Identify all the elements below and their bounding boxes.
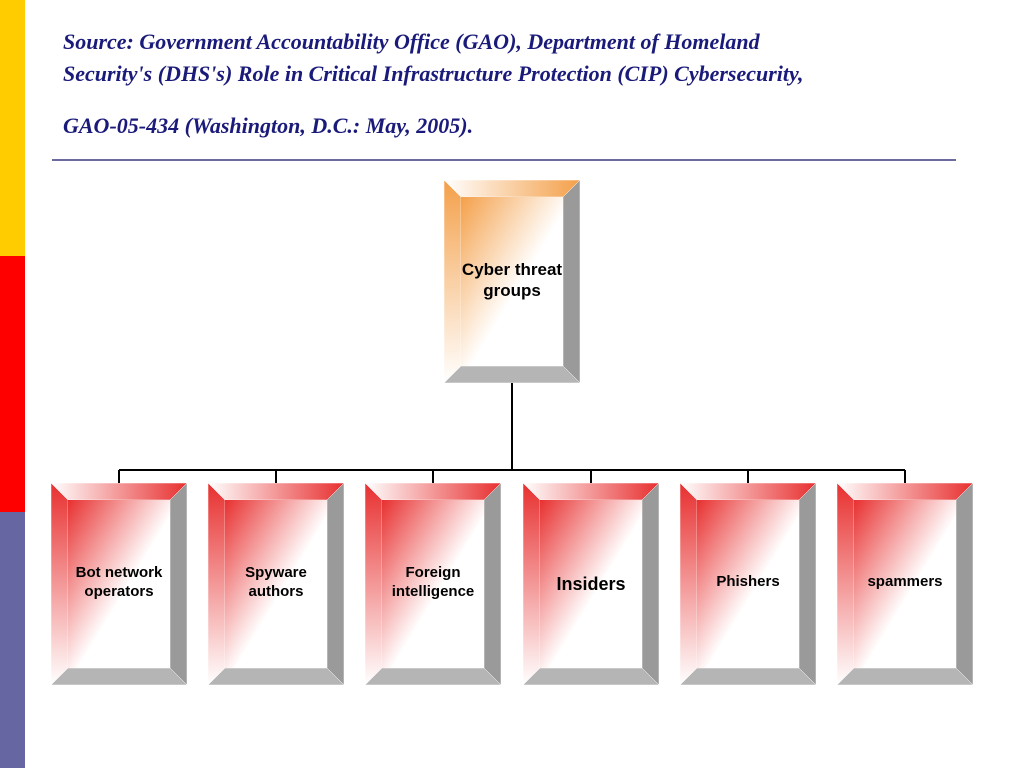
root-node-cyber-threat-groups [444, 180, 580, 383]
child-node-spyware-authors-label: Spyware authors [245, 564, 307, 600]
child-node-spammers-label: spammers [867, 573, 943, 590]
title-line-1: Source: Government Accountability Office (GAO), Department of Homeland [63, 29, 760, 54]
bevel-right [327, 483, 344, 685]
child-node-foreign-intelligence [365, 483, 501, 685]
bevel-left [365, 483, 382, 685]
bevel-top [837, 483, 973, 500]
child-node-spammers [837, 483, 973, 685]
bevel-right [563, 180, 580, 383]
bevel-top [444, 180, 580, 197]
bevel-left [208, 483, 225, 685]
bevel-top [208, 483, 344, 500]
bevel-top [51, 483, 187, 500]
bevel-bottom [523, 668, 659, 685]
child-node-foreign-intelligence-label: Foreign intelligence [391, 564, 475, 600]
child-node-insiders [523, 483, 659, 685]
child-node-phishers [680, 483, 816, 685]
title-line-2: Security's (DHS's) Role in Critical Infrastructure Protection (CIP) Cybersecurity, [63, 61, 804, 86]
bevel-top [365, 483, 501, 500]
child-node-insiders-label: Insiders [556, 574, 626, 594]
bevel-bottom [208, 668, 344, 685]
title-line-3: GAO-05-434 (Washington, D.C.: May, 2005). [63, 113, 474, 138]
bevel-left [837, 483, 854, 685]
child-node-bot-network-operators-label: Bot network operators [75, 564, 163, 600]
bevel-right [642, 483, 659, 685]
bevel-left [523, 483, 540, 685]
child-node-phishers-label: Phishers [716, 573, 780, 590]
bevel-bottom [365, 668, 501, 685]
root-node-cyber-threat-groups-label: Cyber threat groups [461, 260, 563, 301]
bevel-right [956, 483, 973, 685]
bevel-right [799, 483, 816, 685]
bevel-left [444, 180, 461, 383]
bevel-bottom [444, 366, 580, 383]
bevel-bottom [680, 668, 816, 685]
bevel-bottom [51, 668, 187, 685]
bevel-right [484, 483, 501, 685]
bevel-left [680, 483, 697, 685]
bevel-right [170, 483, 187, 685]
bevel-left [51, 483, 68, 685]
child-node-spyware-authors [208, 483, 344, 685]
bevel-bottom [837, 668, 973, 685]
bevel-top [680, 483, 816, 500]
bevel-top [523, 483, 659, 500]
child-node-bot-network-operators [51, 483, 187, 685]
